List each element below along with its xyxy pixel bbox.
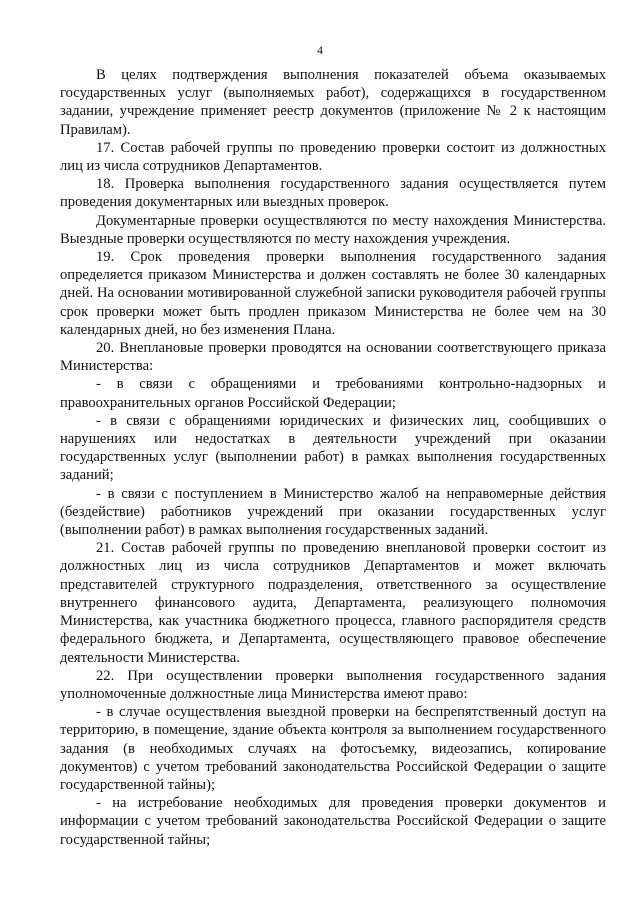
list-item-site-access: - в случае осуществления выездной проверки на беспрепятственный доступ на территорию, в помещение, здание объекта контроля за выполнением государственного задания (в необходимых случаях на фотосъемку, видеозапись, копирование документов) с учетом требований законодательства Российской Федерации о защите государственной тайны); (60, 704, 606, 793)
paragraph-19: 19. Срок проведения проверки выполнения государственного задания определяется приказом Министерства и должен составлять не более 30 календарных дней. На основании мотивированной служебной записки руководителя рабочей группы срок проверки может быть продлен приказом Министерства не более чем на 30 календарных дней, но без изменения Плана. (60, 249, 606, 338)
list-item-document-request: - на истребование необходимых для проведения проверки документов и информации с учетом требований законодательства Российской Федерации о защите государственной тайны; (60, 795, 606, 848)
page-number: 4 (317, 43, 323, 57)
list-item-citizen-appeals: - в связи с обращениями юридических и физических лиц, сообщивших о нарушениях или недостатках в деятельности учреждений при оказании государственных услуг (выполнении работ) в рамках выполнения государственных заданий; (60, 412, 606, 484)
paragraph-22: 22. При осуществлении проверки выполнения государственного задания уполномоченные должностные лица Министерства имеют право: (60, 667, 606, 702)
paragraph-21: 21. Состав рабочей группы по проведению внеплановой проверки состоит из должностных лиц из числа сотрудников Департаментов и может включать представителей структурного подразделения, ответственного за осуществление внутреннего финансового аудита, Департамента, реализующего полномочия Министерства, как участника бюджетного процесса, главного распорядителя средств федерального бюджета, и Департамента, осуществляющего правовое обеспечение деятельности Министерства. (60, 540, 606, 666)
list-item-complaints: - в связи с поступлением в Министерство жалоб на неправомерные действия (бездействие) работников учреждений при оказании государственных услуг (выполнении работ) в рамках выполнения государственных заданий. (60, 485, 606, 539)
paragraph-inspection-location: Документарные проверки осуществляются по месту нахождения Министерства. Выездные проверки осуществляются по месту нахождения учреждения. (60, 212, 606, 247)
list-item-supervisory-bodies: - в связи с обращениями и требованиями контрольно-надзорных и правоохранительных органов Российской Федерации; (60, 376, 606, 411)
paragraph-state-assignment-registry: В целях подтверждения выполнения показателей объема оказываемых государственных услуг (выполняемых работ), содержащихся в государственном задании, учреждение применяет реестр документов (приложение № 2 к настоящим Правилам). (60, 67, 606, 138)
document-body (60, 66, 606, 849)
paragraph-17: 17. Состав рабочей группы по проведению проверки состоит из должностных лиц из числа сотрудников Департаментов. (60, 139, 606, 175)
paragraph-20: 20. Внеплановые проверки проводятся на основании соответствующего приказа Министерства: (60, 340, 606, 375)
paragraph-18: 18. Проверка выполнения государственного задания осуществляется путем проведения документарных или выездных проверок. (60, 176, 606, 211)
